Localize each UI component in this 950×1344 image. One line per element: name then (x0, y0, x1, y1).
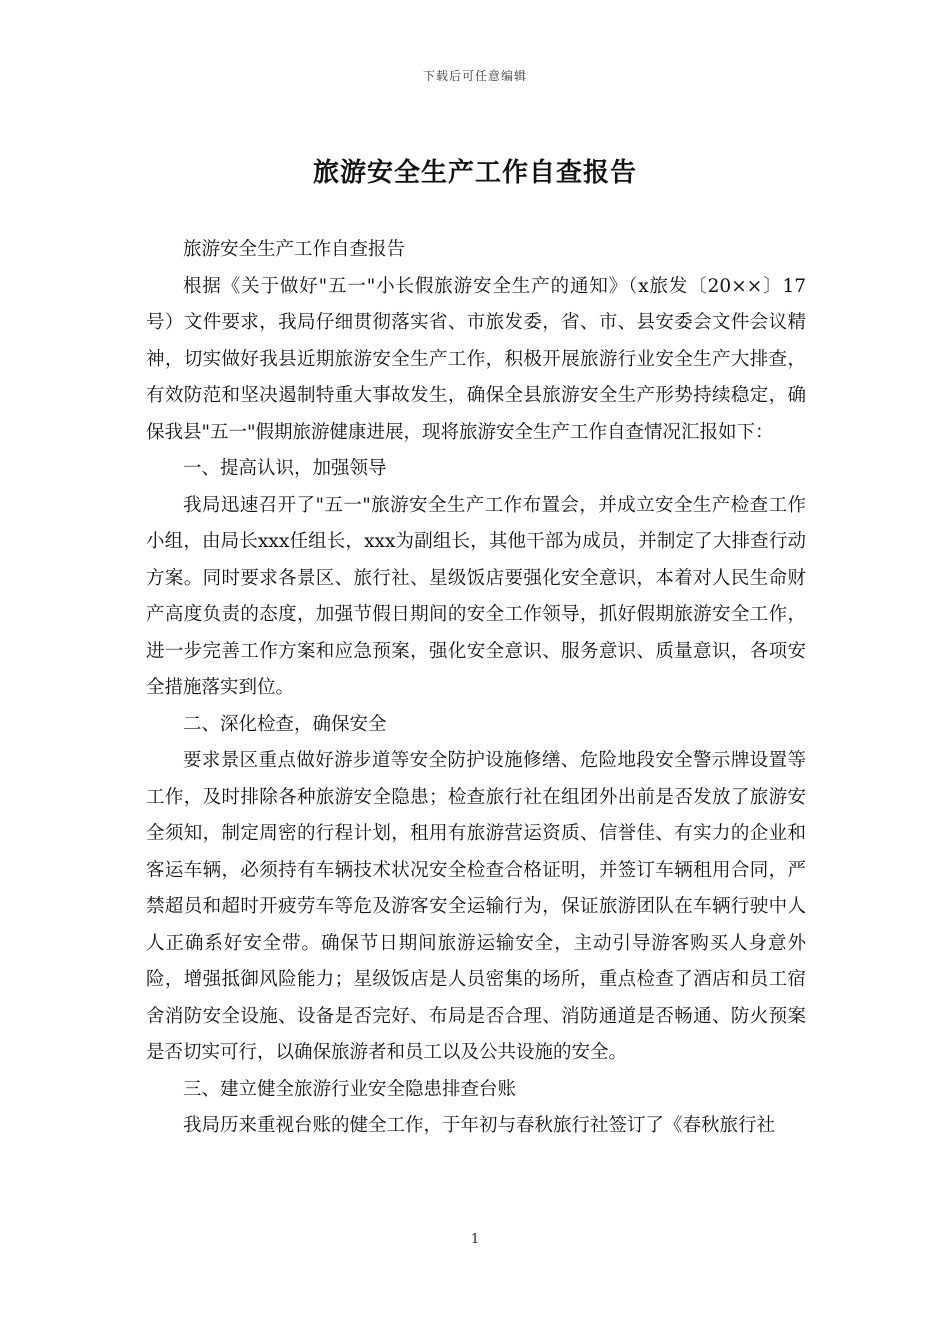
paragraph-section-3: 我局历来重视台账的健全工作，于年初与春秋旅行社签订了《春秋旅行社 (183, 1115, 776, 1136)
header-note: 下载后可任意编辑 (422, 69, 527, 83)
section-heading-3: 三、建立健全旅游行业安全隐患排查台账 (183, 1078, 517, 1100)
section-heading-2: 二、深化检查，确保安全 (183, 713, 387, 735)
page-number: 1 (470, 1232, 480, 1247)
paragraph-section-2: 要求景区重点做好游步道等安全防护设施修缮、危险地段安全警示牌设置等工作，及时排除各种旅游安全隐患；检查旅行社在组团外出前是否发放了旅游安全须知，制定周密的行程计划，租用有旅游营运资质、信誉佳、有实力的企业和客运车辆，必须持有车辆技术状况安全检查合格证明，并签订车辆租用合同，严禁超员和超时开疲劳车等危及游客安全运输行为，保证旅游团队在车辆行驶中人人正确系好安全带。确保节日期间旅游运输安全，主动引导游客购买人身意外险，增强抵御风险能力；星级饭店是人员密集的场所，重点检查了酒店和员工宿舍消防安全设施、设备是否完好、布局是否合理、消防通道是否畅通、防火预案是否切实可行，以确保旅游者和员工以及公共设施的安全。 (146, 750, 806, 1063)
section-heading-1: 一、提高认识，加强领导 (183, 458, 387, 479)
document-title: 旅游安全生产工作自查报告 (312, 158, 637, 188)
document-body (146, 232, 806, 1145)
paragraph-intro: 根据《关于做好"五一"小长假旅游安全生产的通知》（x旅发〔20××〕17号）文件要求，我局仔细贯彻落实省、市旅发委，省、市、县安委会文件会议精神，切实做好我县近期旅游安全生产工作，积极开展旅游行业安全生产大排查，有效防范和坚决遏制特重大事故发生，确保全县旅游安全生产形势持续稳定，确保我县"五一"假期旅游健康进展，现将旅游安全生产工作自查情况汇报如下： (146, 275, 806, 443)
paragraph-subtitle: 旅游安全生产工作自查报告 (183, 239, 406, 260)
paragraph-section-1: 我局迅速召开了"五一"旅游安全生产工作布置会，并成立安全生产检查工作小组，由局长xxx任组长，xxx为副组长，其他干部为成员，并制定了大排查行动方案。同时要求各景区、旅行社、星级饭店要强化安全意识，本着对人民生命财产高度负责的态度，加强节假日期间的安全工作领导，抓好假期旅游安全工作，进一步完善工作方案和应急预案，强化安全意识、服务意识、质量意识，各项安全措施落实到位。 (146, 494, 806, 698)
